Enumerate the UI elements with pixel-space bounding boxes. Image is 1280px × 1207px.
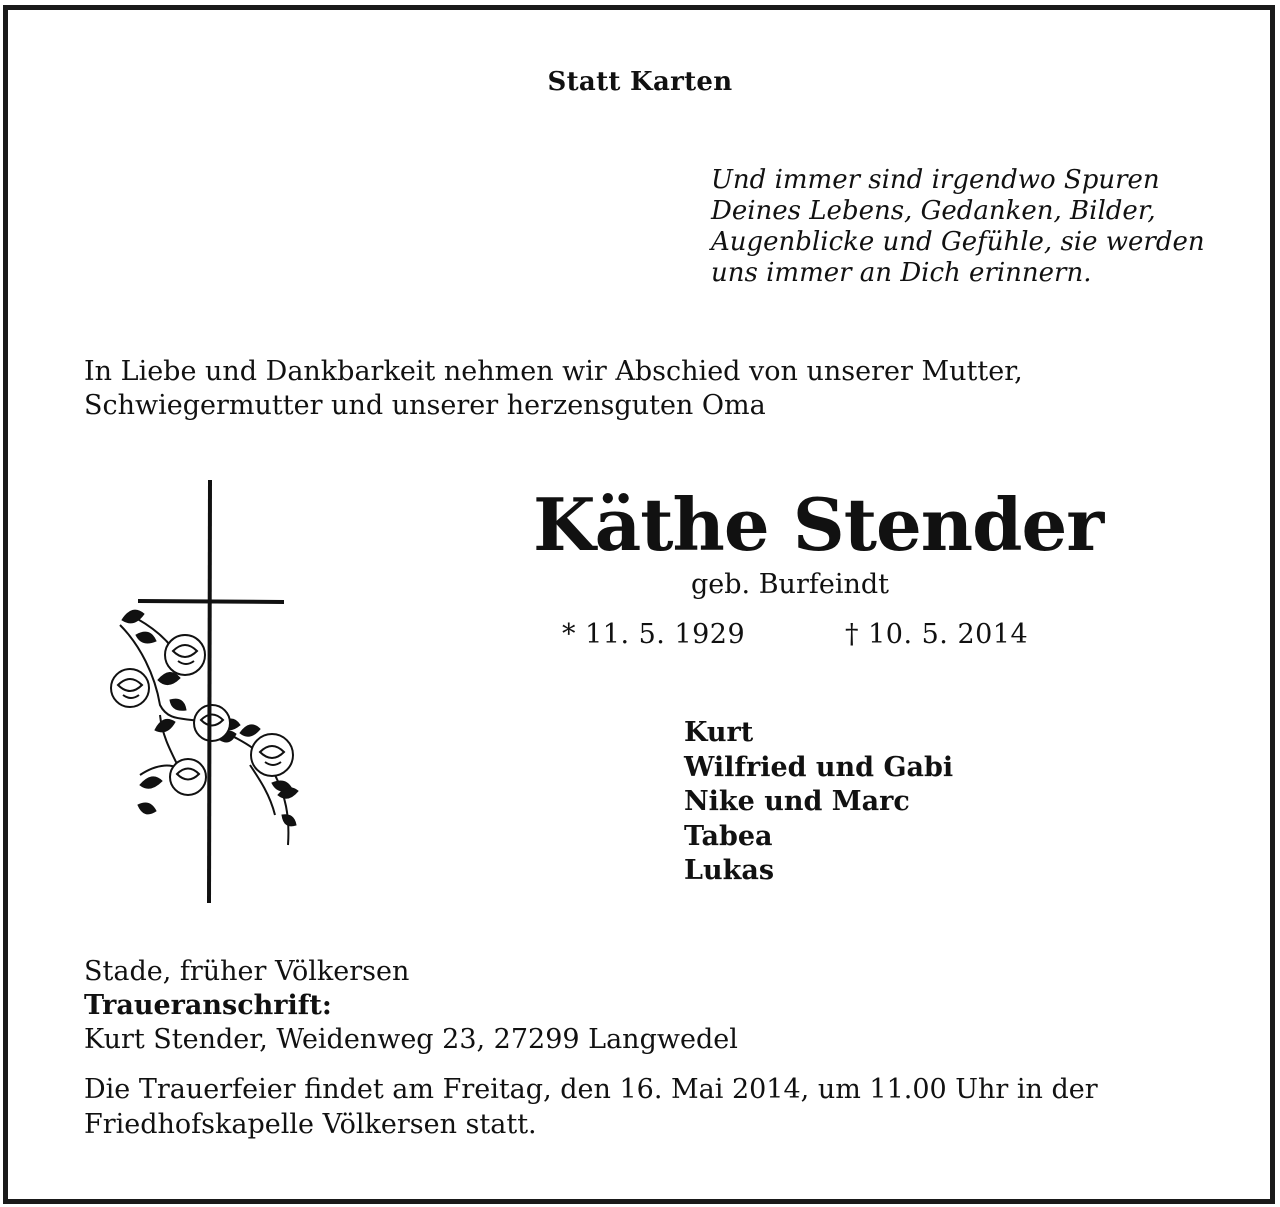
poem-line: Und immer sind irgendwo Spuren [711, 165, 1160, 195]
farewell-intro [84, 355, 1023, 423]
mourner-name: Kurt [684, 717, 754, 748]
mourner-name: Wilfried und Gabi [684, 751, 954, 783]
location-text: Stade, früher Völkersen [84, 956, 410, 987]
funeral-service-info [84, 1072, 1098, 1142]
poem-line: Augenblicke und Gefühle, sie werden [711, 227, 1205, 257]
mourner-name: Tabea [684, 820, 773, 852]
memorial-poem [711, 165, 1205, 289]
mourning-address: Kurt Stender, Weidenweg 23, 27299 Langwedel [84, 1024, 738, 1055]
maiden-name: geb. Burfeindt [691, 569, 889, 600]
death-date: † 10. 5. 2014 [845, 619, 1029, 650]
mourner-name: Lukas [684, 855, 775, 886]
poem-line: Deines Lebens, Gedanken, Bilder, [711, 196, 1156, 226]
poem-line: uns immer an Dich erinnern. [711, 258, 1092, 288]
cross-with-roses-icon [100, 475, 330, 915]
birth-date: * 11. 5. 1929 [562, 619, 746, 650]
intro-line: Schwiegermutter und unserer herzensguten Oma [84, 390, 766, 421]
mourner-name: Nike und Marc [684, 786, 910, 817]
service-line: Friedhofskapelle Völkersen statt. [84, 1109, 537, 1140]
service-line: Die Trauerfeier findet am Freitag, den 16. Mai 2014, um 11.00 Uhr in der [84, 1074, 1098, 1105]
intro-line: In Liebe und Dankbarkeit nehmen wir Abschied von unserer Mutter, [84, 356, 1023, 387]
address-label: Traueranschrift: [84, 990, 332, 1021]
deceased-name: Käthe Stender [533, 482, 1104, 567]
contact-block [84, 955, 738, 1057]
notice-header: Statt Karten [547, 67, 733, 97]
mourners-list [684, 716, 953, 889]
